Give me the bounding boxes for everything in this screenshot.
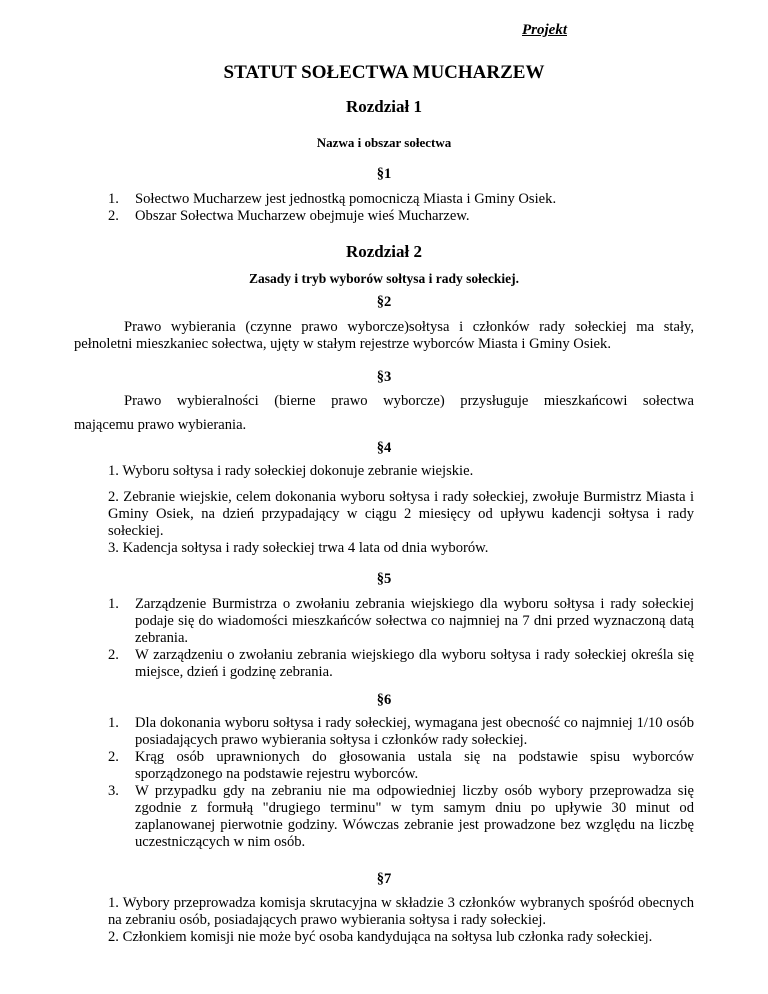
- section-2-line-2: pełnoletni mieszkaniec sołectwa, ujęty w stałym rejestrze wyborców Miasta i Gminy Osiek.: [74, 336, 611, 352]
- document-title: STATUT SOŁECTWA MUCHARZEW: [223, 62, 545, 83]
- section-7-paragraph-1: 1. Wybory przeprowadza komisja skrutacyjna w składzie 3 członków wybranych spośród obecnych na zebraniu osób, posiadających prawo wybierania sołtysa i rady sołeckiej.: [108, 895, 694, 928]
- section-2-line-1: Prawo wybierania (czynne prawo wyborcze)sołtysa i członków rady sołeckiej ma stały,: [124, 319, 694, 335]
- list-item: 1. Dla dokonania wyboru sołtysa i rady sołeckiej, wymagana jest obecność co najmniej 1/10 osób posiadających prawo wybierania sołtysa i członków rady sołeckiej.: [108, 715, 694, 748]
- section-3-line-1: Prawo wybieralności (bierne prawo wyborcze) przysługuje mieszkańcowi sołectwa: [124, 393, 694, 409]
- section-4-paragraph-3: 3. Kadencja sołtysa i rady sołeckiej trwa 4 lata od dnia wyborów.: [108, 540, 489, 556]
- projekt-label: Projekt: [522, 22, 567, 38]
- chapter-2-subheading: Zasady i tryb wyborów sołtysa i rady sołeckiej.: [249, 271, 519, 286]
- list-item: 2. W zarządzeniu o zwołaniu zebrania wiejskiego dla wyboru sołtysa i rady sołeckiej określa się miejsce, dzień i godzinę zebrania.: [108, 647, 694, 680]
- list-item: 1. Zarządzenie Burmistrza o zwołaniu zebrania wiejskiego dla wyboru sołtysa i rady sołeckiej podaje się do wiadomości mieszkańców sołectwa co najmniej na 7 dni przed wyznaczoną datą zebrania.: [108, 596, 694, 646]
- chapter-2-heading: Rozdział 2: [345, 242, 423, 261]
- section-2-mark: §2: [376, 294, 392, 310]
- section-7-mark: §7: [376, 871, 392, 887]
- list-item: 2. Obszar Sołectwa Mucharzew obejmuje wieś Mucharzew.: [108, 208, 470, 224]
- list-item: 1. Sołectwo Mucharzew jest jednostką pomocniczą Miasta i Gminy Osiek.: [108, 191, 557, 207]
- section-1-mark: §1: [376, 166, 392, 182]
- section-5-mark: §5: [376, 571, 392, 587]
- section-7-paragraph-2: 2. Członkiem komisji nie może być osoba kandydująca na sołtysa lub członka rady sołeckiej.: [108, 929, 653, 945]
- section-6-mark: §6: [376, 692, 392, 708]
- section-4-paragraph-2: 2. Zebranie wiejskie, celem dokonania wyboru sołtysa i rady sołeckiej, zwołuje Burmistrz Miasta i Gminy Osiek, na dzień przypadający w ciągu 2 miesięcy od upływu kadencji sołtysa i rady sołeckiej.: [108, 489, 694, 539]
- section-4-mark: §4: [376, 440, 392, 456]
- section-4-paragraph-1: 1. Wyboru sołtysa i rady sołeckiej dokonuje zebranie wiejskie.: [108, 463, 474, 479]
- chapter-1-subheading: Nazwa i obszar sołectwa: [316, 135, 452, 150]
- chapter-1-heading: Rozdział 1: [345, 97, 423, 116]
- section-3-mark: §3: [376, 369, 392, 385]
- section-3-line-2: mającemu prawo wybierania.: [74, 417, 247, 433]
- list-item: 2. Krąg osób uprawnionych do głosowania ustala się na podstawie spisu wyborców sporządzonego na podstawie rejestru wyborców.: [108, 749, 694, 782]
- list-item: 3. W przypadku gdy na zebraniu nie ma odpowiedniej liczby osób wybory przeprowadza się zgodnie z formułą "drugiego terminu" w tym samym dniu po upływie 30 minut od zaplanowanej pierwotnie godziny. Wówczas zebranie jest prowadzone bez względu na liczbę uczestniczących w nim osób.: [108, 783, 694, 850]
